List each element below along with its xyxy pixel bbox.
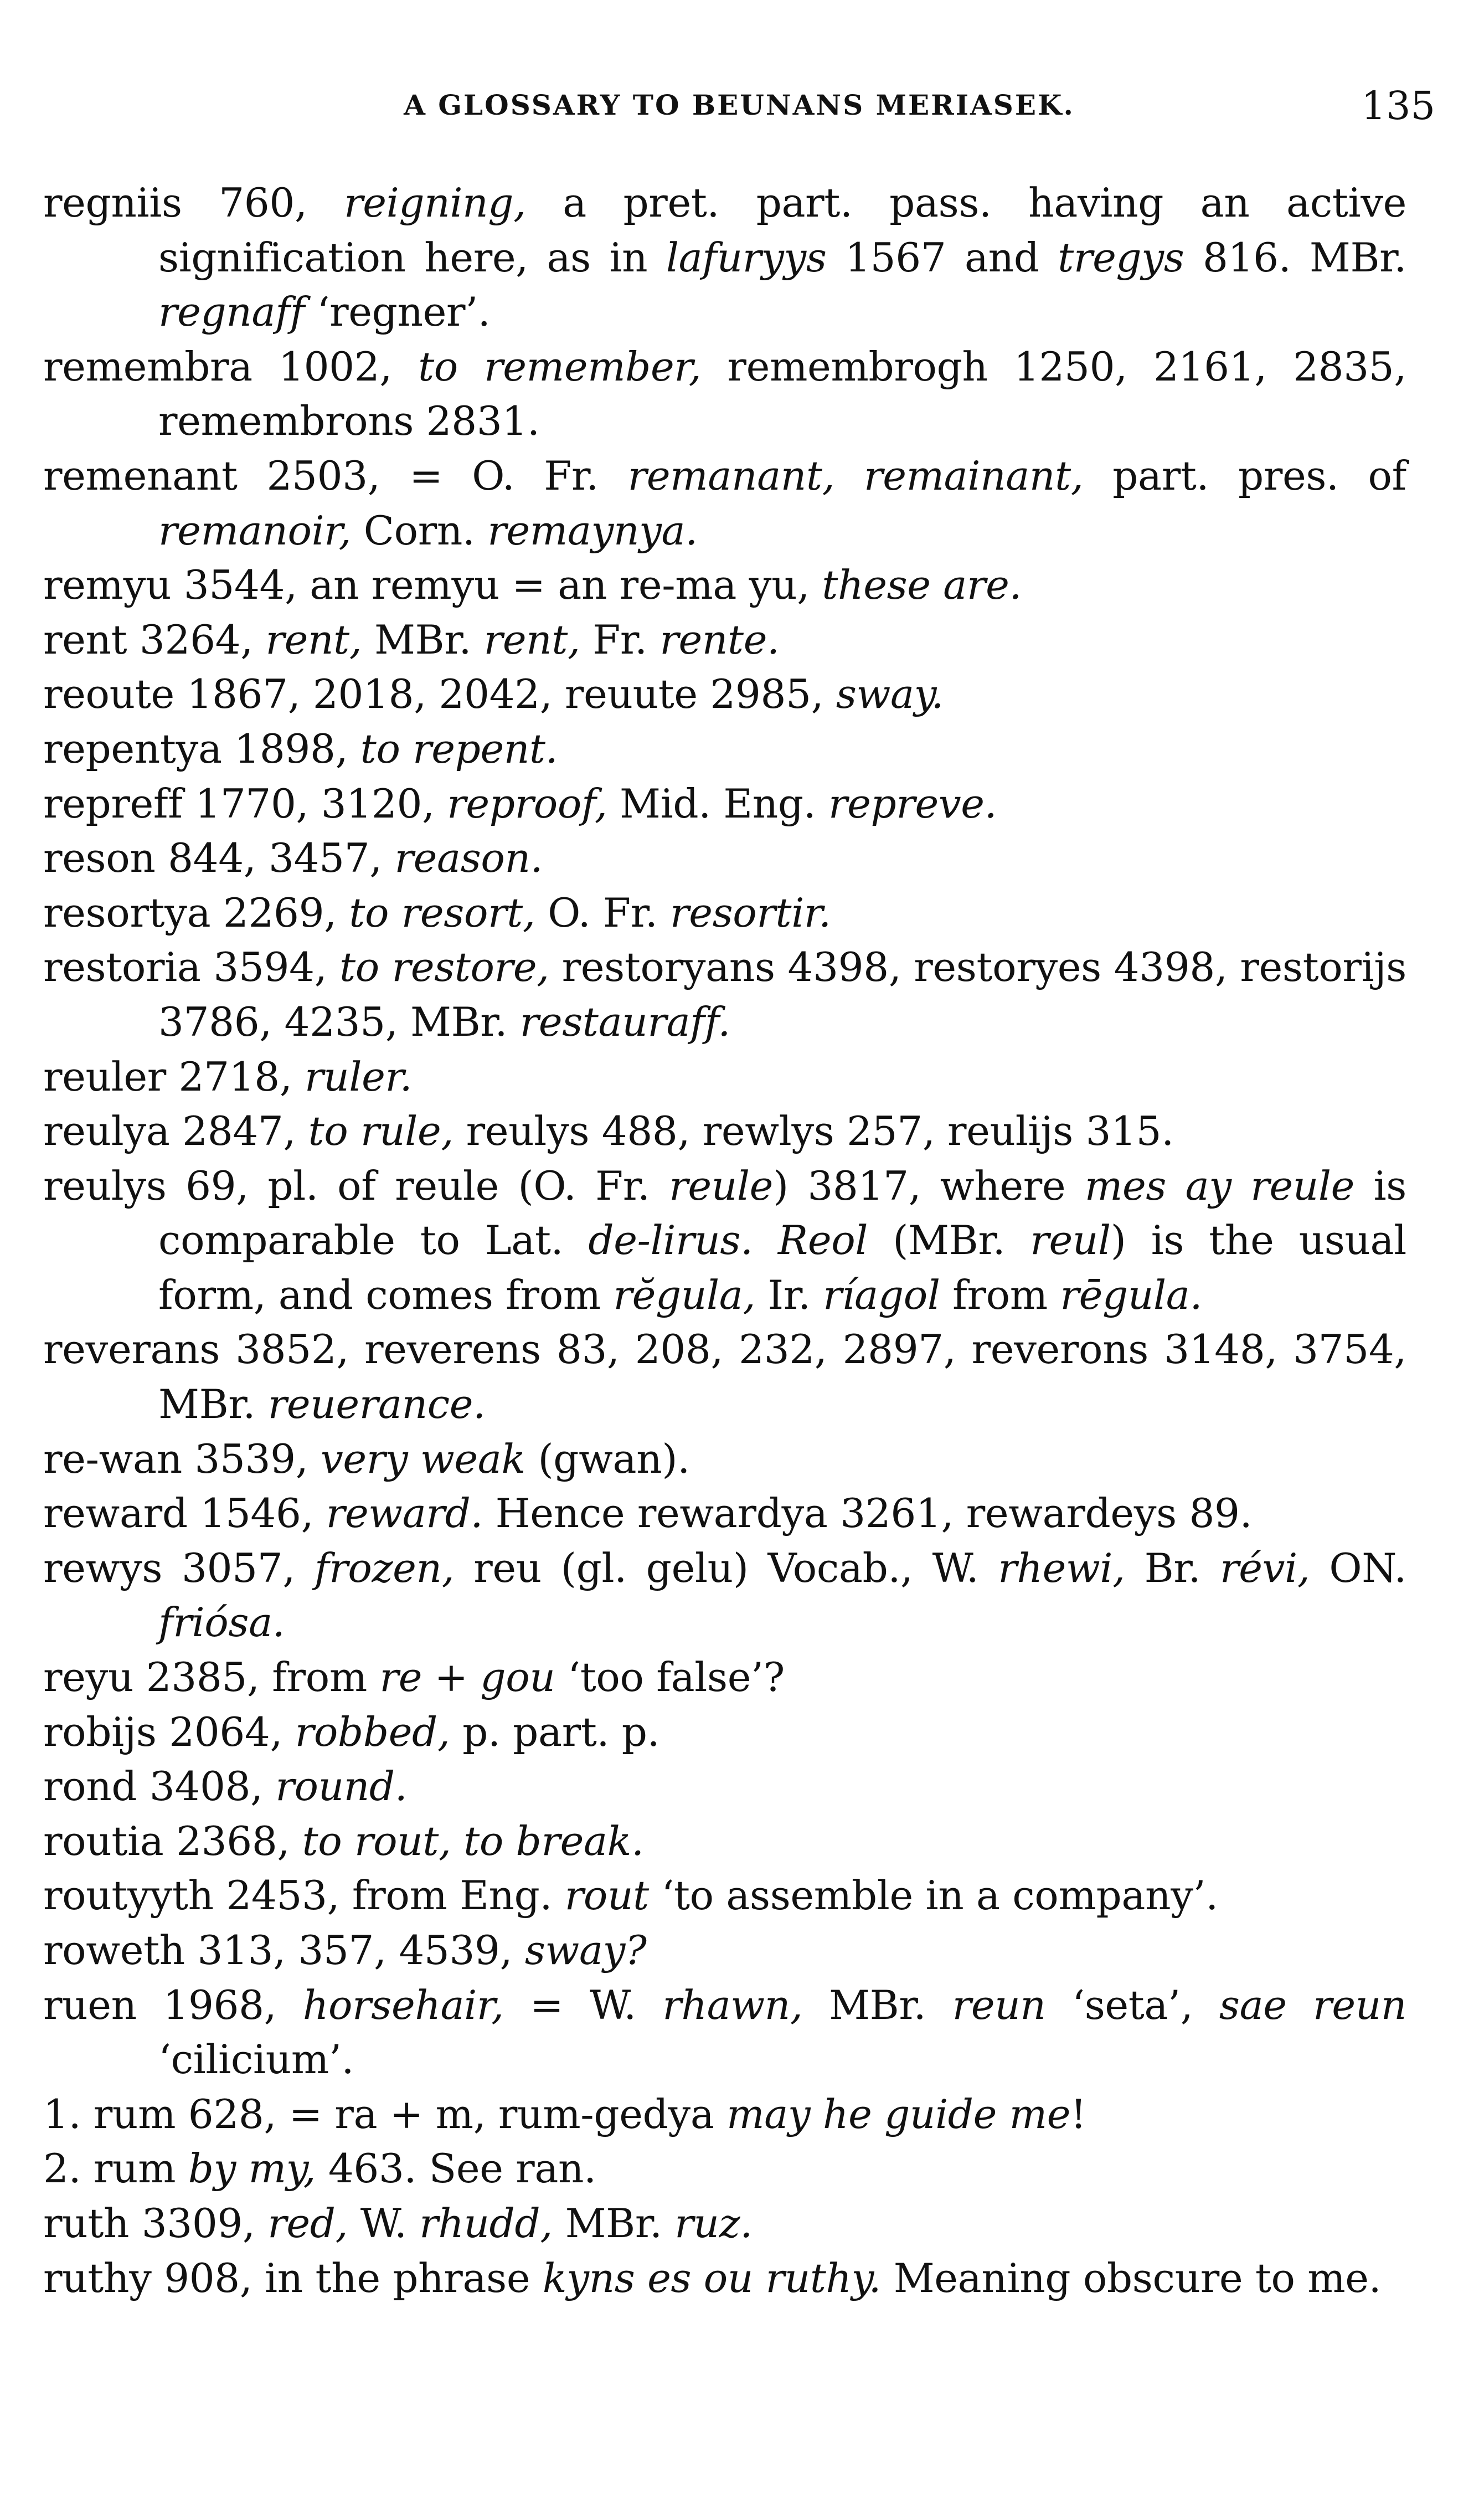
glossary-entry <box>43 1050 1406 1105</box>
entry-text: MBr. <box>802 1982 952 2029</box>
entry-text: ruth 3309, <box>43 2200 268 2247</box>
glossary-entry <box>43 2088 1406 2142</box>
entry-text: remyu 3544, an remyu = an re-ma yu, <box>43 562 822 609</box>
entry-italic-text: reason. <box>394 835 543 882</box>
entry-text: ) 3817, where <box>772 1163 1085 1210</box>
entry-italic-text: gou <box>480 1654 555 1702</box>
entry-italic-text: reuerance. <box>267 1381 486 1428</box>
entry-italic-text: rēgula. <box>1060 1272 1203 1319</box>
entry-text: part. pres. of <box>1083 453 1406 500</box>
glossary-entry <box>43 940 1406 1050</box>
entry-text: ‘seta’, <box>1045 1982 1219 2029</box>
entry-text: restoria 3594, <box>43 944 340 991</box>
entry-text: repentya 1898, <box>43 726 360 773</box>
entry-italic-text: to repent. <box>360 726 558 773</box>
glossary-entry <box>43 1323 1406 1432</box>
entry-italic-text: regnaff <box>158 289 305 336</box>
entry-text: ‘too false’? <box>555 1654 785 1702</box>
entry-text: re-wan 3539, <box>43 1436 321 1483</box>
glossary-entry <box>43 1815 1406 1869</box>
entry-text: MBr. <box>552 2200 675 2247</box>
entry-text: Meaning obscure to me. <box>881 2255 1382 2302</box>
entry-italic-text: rent, <box>483 616 580 664</box>
glossary-entry <box>43 886 1406 941</box>
glossary-entry <box>43 613 1406 668</box>
entry-text: ON. <box>1310 1545 1406 1592</box>
entry-text: p. part. p. <box>450 1709 660 1756</box>
entry-italic-text: reigning, <box>344 180 526 227</box>
entry-text: resortya 2269, <box>43 890 349 937</box>
entry-text: ‘regner’. <box>304 289 491 336</box>
entry-italic-text: reproof, <box>447 780 607 827</box>
entry-text: ‘cilicium’. <box>158 2037 354 2084</box>
glossary-entry <box>43 1487 1406 1541</box>
entry-text: remembra 1002, <box>43 343 419 390</box>
entry-text: reyu 2385, from <box>43 1654 380 1702</box>
entry-text: roweth 313, 357, 4539, <box>43 1928 525 1974</box>
page-number: 135 <box>1361 83 1435 129</box>
entry-text: rewys 3057, <box>43 1545 315 1592</box>
entry-italic-text: reul <box>1030 1217 1111 1265</box>
entry-italic-text: sway? <box>524 1928 647 1974</box>
entry-italic-text: very weak <box>320 1436 525 1483</box>
glossary-entry <box>43 1705 1406 1760</box>
entry-text: ruen 1968, <box>43 1982 303 2029</box>
entry-text: remenant 2503, = O. Fr. <box>43 453 628 500</box>
entry-text: 463. See ran. <box>316 2146 596 2193</box>
entry-text: ruthy 908, in the phrase <box>43 2255 543 2302</box>
entry-italic-text: rĕgula, <box>613 1272 756 1319</box>
entry-text: Corn. <box>351 507 488 554</box>
entry-text <box>753 1217 778 1264</box>
glossary-entry <box>43 2197 1406 2252</box>
entry-text: reverans 3852, reverens 83, 208, 232, 2897, reverons 3148, 3754, MBr. <box>43 1327 1406 1428</box>
glossary-entry <box>43 777 1406 832</box>
entry-italic-text: sae reun <box>1219 1982 1406 2029</box>
entry-italic-text: frozen, <box>314 1545 455 1592</box>
glossary-entry <box>43 1869 1406 1924</box>
entry-italic-text: tregys <box>1058 234 1184 281</box>
entry-italic-text: horsehair, <box>302 1982 504 2029</box>
glossary-entry <box>43 722 1406 777</box>
entry-text: Ir. <box>755 1272 823 1319</box>
entry-text: ) is the usual form, and comes from <box>158 1217 1406 1319</box>
glossary-entry <box>43 340 1406 449</box>
entry-text: + <box>422 1654 481 1702</box>
glossary-entry <box>43 558 1406 613</box>
entry-italic-text: reule <box>669 1163 773 1210</box>
entry-italic-text: restauraff. <box>519 999 731 1046</box>
entry-text: Mid. Eng. <box>607 780 828 827</box>
entry-text: routyyth 2453, from Eng. <box>43 1873 565 1920</box>
entry-text: ! <box>1070 2091 1086 2138</box>
entry-italic-text: remanoir, <box>158 507 352 554</box>
page-header <box>43 83 1435 138</box>
entry-italic-text: kyns es ou ruthy. <box>542 2255 882 2302</box>
entry-italic-text: resortir. <box>670 890 831 937</box>
entry-italic-text: mes ay reule <box>1084 1163 1355 1210</box>
entry-text: is comparable to Lat. <box>158 1163 1407 1265</box>
entry-text: reson 844, 3457, <box>43 835 395 882</box>
entry-text: a pret. part. pass. having an active signification here, as in <box>158 180 1406 281</box>
entry-text: rond 3408, <box>43 1764 276 1811</box>
entry-italic-text: de-lirus. <box>588 1217 753 1265</box>
entry-text: (gwan). <box>525 1436 690 1483</box>
entry-italic-text: remaynya. <box>487 507 698 554</box>
entry-text: Hence rewardya 3261, rewardeys 89. <box>483 1490 1253 1538</box>
entry-text: Fr. <box>580 616 660 664</box>
entry-italic-text: robbed, <box>295 1709 450 1756</box>
entry-text: 816. MBr. <box>1184 234 1406 281</box>
entry-text: regniis 760, <box>43 180 344 227</box>
glossary-entry <box>43 449 1406 558</box>
entry-text: W. <box>348 2200 420 2247</box>
glossary-entry <box>43 667 1406 722</box>
entry-text: from <box>940 1272 1060 1319</box>
glossary-entry <box>43 1432 1406 1487</box>
entry-italic-text: ruler. <box>305 1053 413 1101</box>
entry-text: reward 1546, <box>43 1490 326 1538</box>
glossary-entry <box>43 2142 1406 2197</box>
glossary-entry <box>43 1104 1406 1159</box>
entry-text: routia 2368, <box>43 1818 302 1865</box>
entry-italic-text: red, <box>267 2200 348 2247</box>
entry-text: ‘to assemble in a company’. <box>648 1873 1218 1920</box>
entry-text: 1. rum 628, = ra + m, rum-gedya <box>43 2091 727 2138</box>
entry-text: reulys 488, rewlys 257, reulijs 315. <box>454 1108 1174 1155</box>
entry-italic-text: by my, <box>188 2146 316 2193</box>
running-head: A GLOSSARY TO BEUNANS MERIASEK. <box>404 89 1075 121</box>
entry-italic-text: reun <box>952 1982 1046 2029</box>
entry-italic-text: rhudd, <box>419 2200 553 2247</box>
entry-italic-text: rout <box>564 1873 649 1920</box>
glossary-entry <box>43 1760 1406 1815</box>
entry-text: repreff 1770, 3120, <box>43 780 447 827</box>
entry-italic-text: Reol <box>777 1217 868 1265</box>
glossary-entry <box>43 1159 1406 1323</box>
entry-italic-text: to restore, <box>339 944 549 991</box>
entry-text: robijs 2064, <box>43 1709 295 1756</box>
glossary-entry <box>43 2252 1406 2306</box>
entry-text: 1567 and <box>826 234 1058 281</box>
entry-text: 2. rum <box>43 2146 188 2193</box>
entry-text: reu (gl. gelu) Vocab., W. <box>454 1545 998 1592</box>
entry-italic-text: re <box>379 1654 422 1702</box>
entry-italic-text: rent, <box>265 616 362 664</box>
entry-text: reoute 1867, 2018, 2042, reuute 2985, <box>43 671 836 718</box>
entry-italic-text: sway. <box>836 671 944 718</box>
entry-italic-text: reward. <box>326 1490 483 1538</box>
entry-text: rent 3264, <box>43 616 266 664</box>
entry-text: Br. <box>1125 1545 1220 1592</box>
entry-italic-text: friósa. <box>158 1600 285 1647</box>
entry-italic-text: rhawn, <box>662 1982 803 2029</box>
entry-italic-text: rhewi, <box>998 1545 1125 1592</box>
entry-italic-text: to rule, <box>308 1108 454 1155</box>
entry-italic-text: to rout, to break. <box>302 1818 644 1865</box>
entry-italic-text: ríagol <box>823 1272 940 1319</box>
glossary-entry <box>43 1924 1406 1978</box>
entry-text: MBr. <box>362 616 484 664</box>
entry-italic-text: rente. <box>659 616 780 664</box>
entry-italic-text: may he guide me <box>726 2091 1071 2138</box>
entry-italic-text: repreve. <box>828 780 997 827</box>
entry-text: reulya 2847, <box>43 1108 308 1155</box>
entry-italic-text: remanant, remainant, <box>627 453 1084 500</box>
entry-italic-text: ruz. <box>674 2200 753 2247</box>
entry-italic-text: lafuryys <box>666 234 827 281</box>
glossary-entry <box>43 176 1406 340</box>
entry-italic-text: round. <box>275 1764 408 1811</box>
entry-text: (MBr. <box>868 1217 1030 1265</box>
entry-text: reuler 2718, <box>43 1053 305 1101</box>
glossary-entries <box>43 176 1406 2306</box>
entry-italic-text: to resort, <box>349 890 535 937</box>
entry-text: restoryans 4398, restoryes 4398, restorijs 3786, 4235, MBr. <box>158 944 1407 1046</box>
entry-text: reulys 69, pl. of reule (O. Fr. <box>43 1163 669 1210</box>
glossary-entry <box>43 1541 1406 1651</box>
glossary-entry <box>43 1651 1406 1705</box>
entry-text: O. Fr. <box>535 890 671 937</box>
entry-italic-text: these are. <box>822 562 1022 609</box>
entry-italic-text: révi, <box>1220 1545 1310 1592</box>
entry-text: = W. <box>503 1982 663 2029</box>
glossary-entry <box>43 1978 1406 2088</box>
entry-italic-text: to remember, <box>418 343 702 390</box>
entry-text: remembrogh 1250, 2161, 2835, remembrons 2831. <box>158 343 1406 445</box>
glossary-entry <box>43 831 1406 886</box>
